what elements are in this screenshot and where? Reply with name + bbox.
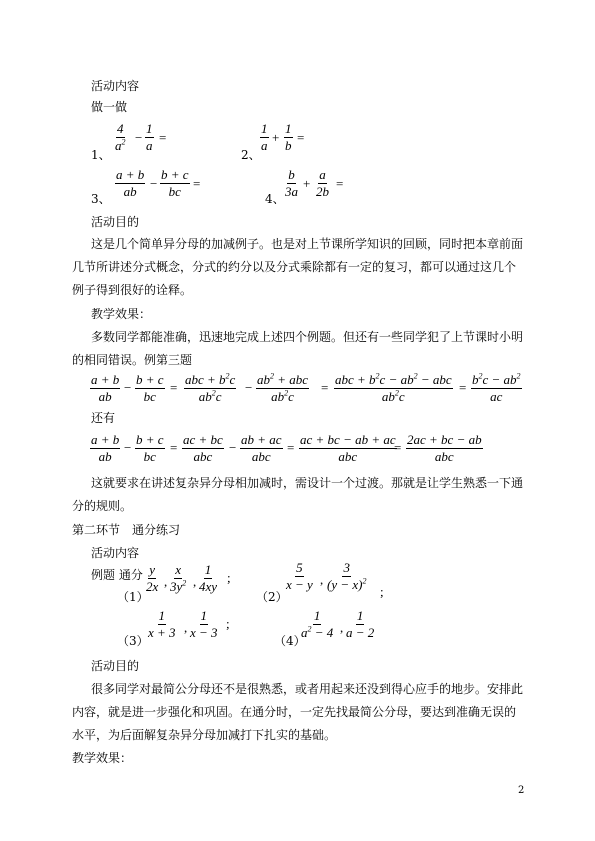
semicolon: ; xyxy=(227,570,231,585)
eq2-term: $\frac{b + c}{bc}$ xyxy=(136,432,164,464)
ex5-fraction: $\frac{x}{3y^2}$ xyxy=(170,562,187,594)
paragraph-line: 很多同学对最简公分母还不是很熟悉，或者用起来还没到得心应手的地步。安排此 xyxy=(91,682,524,696)
plus-sign: + xyxy=(303,176,311,191)
item-3-label: （3） xyxy=(117,634,149,648)
eq1-term: abc + $b^2c - ab^2$ − abc $ab^2c$ xyxy=(335,371,452,404)
minus-sign: − xyxy=(135,130,143,145)
exercise-4-label: 4、 xyxy=(265,192,285,206)
eq2-term: ac + bc abc xyxy=(183,432,223,464)
equals-sign: = xyxy=(170,440,178,455)
eq1-term: $\frac{b + c}{bc}$ xyxy=(136,372,164,404)
ex1-fraction-b: $\frac{1}{a}$ xyxy=(146,121,153,153)
ex7-fraction: $\frac{1}{x + 3}$ xyxy=(148,608,176,640)
eq1-term: abc + $b^2c$ $ab^2c$ xyxy=(185,371,236,404)
equals-sign: = xyxy=(336,176,344,191)
ex2-fraction-b: $\frac{1}{b}$ xyxy=(285,121,292,153)
also-label: 还有 xyxy=(91,411,116,425)
paragraph-line: 这是几个简单异分母的加减例子。也是对上节课所学知识的回顾，同时把本章前面 xyxy=(91,237,524,251)
exercise-3-label: 3、 xyxy=(91,192,111,206)
ex7-fraction: $\frac{1}{x - 3}$ xyxy=(190,608,218,640)
semicolon: ; xyxy=(380,584,384,599)
ex1-fraction-a: $\frac{4}{a^2}$ xyxy=(115,121,126,153)
semicolon: ; xyxy=(226,616,230,631)
teaching-effect-heading: 教学效果： xyxy=(91,307,152,321)
minus-sign: − xyxy=(229,440,237,455)
eq2-term: ab + ac abc xyxy=(241,432,282,464)
ex8-fraction: $\frac{1}{a^2 - 4}$ xyxy=(301,608,334,640)
example-label: 例题 通分 xyxy=(91,568,143,582)
item-2-label: （2） xyxy=(256,590,288,604)
equals-sign: = xyxy=(459,380,467,395)
activity-content-heading: 活动内容 xyxy=(91,546,140,560)
ex8-fraction: $\frac{1}{a - 2}$ xyxy=(346,608,375,640)
eq2-term: 2ac + bc − ab abc xyxy=(407,432,482,464)
teaching-effect-heading: 教学效果： xyxy=(72,751,133,765)
comma: , xyxy=(320,572,324,587)
item-1-label: （1） xyxy=(117,590,149,604)
equals-sign: = xyxy=(193,176,201,191)
ex5-fraction: $\frac{1}{4xy}$ xyxy=(199,562,218,594)
paragraph-line: 分的规则。 xyxy=(72,499,133,513)
eq1-term: $\frac{a + b}{ab}$ xyxy=(91,372,120,404)
comma: , xyxy=(193,574,197,589)
page-number: 2 xyxy=(518,785,525,796)
paragraph-line: 内容，就是进一步强化和巩固。在通分时，一定先找最简公分母，要达到准确无误的 xyxy=(72,705,517,719)
ex6-fraction: $\frac{3}{(y - x)^2}$ xyxy=(327,560,367,592)
equals-sign: = xyxy=(287,440,295,455)
ex4-fraction-b: $\frac{a}{2b}$ xyxy=(316,167,329,199)
comma: , xyxy=(340,620,344,635)
ex3-fraction-a: $\frac{a + b}{ab}$ xyxy=(116,167,145,199)
exercise-2-label: 2、 xyxy=(241,148,261,162)
minus-sign: − xyxy=(245,380,253,395)
minus-sign: − xyxy=(124,380,132,395)
paragraph-line: 例子得到很好的诠释。 xyxy=(72,283,193,297)
equals-sign: = xyxy=(394,440,402,455)
ex2-fraction-a: $\frac{1}{a}$ xyxy=(261,121,268,153)
section-title: 第二环节 通分练习 xyxy=(72,523,181,537)
eq2-term: ac + bc − ab + ac abc xyxy=(300,432,396,464)
activity-purpose-heading: 活动目的 xyxy=(91,215,140,229)
ex3-fraction-b: $\frac{b + c}{bc}$ xyxy=(161,167,189,199)
do-it-heading: 做一做 xyxy=(91,100,128,114)
paragraph-line: 多数同学都能准确，迅速地完成上述四个例题。但还有一些同学犯了上节课时小明 xyxy=(91,330,524,344)
equals-sign: = xyxy=(170,380,178,395)
activity-purpose-heading: 活动目的 xyxy=(91,659,140,673)
eq1-term: $ab^2$ + abc $ab^2c$ xyxy=(257,371,309,404)
equals-sign: = xyxy=(159,130,167,145)
eq1-term: $\frac{b^2c - ab^2}{ac}$ xyxy=(472,371,521,404)
minus-sign: − xyxy=(124,440,132,455)
comma: , xyxy=(164,574,168,589)
activity-content-heading: 活动内容 xyxy=(91,79,140,93)
paragraph-line: 的相同错误。例第三题 xyxy=(72,353,193,367)
eq2-term: $\frac{a + b}{ab}$ xyxy=(91,432,120,464)
ex5-fraction: $\frac{y}{2x}$ xyxy=(146,562,159,594)
equals-sign: = xyxy=(321,380,329,395)
paragraph-line: 这就要求在讲述复杂异分母相加减时，需设计一个过渡。那就是让学生熟悉一下通 xyxy=(91,476,524,490)
equals-sign: = xyxy=(297,130,305,145)
plus-sign: + xyxy=(272,130,280,145)
exercise-1-label: 1、 xyxy=(91,148,111,162)
ex4-fraction-a: $\frac{b}{3a}$ xyxy=(285,167,298,199)
paragraph-line: 几节所讲述分式概念，分式的约分以及分式乘除都有一定的复习，都可以通过这几个 xyxy=(72,260,517,274)
paragraph-line: 水平，为后面解复杂异分母加减打下扎实的基础。 xyxy=(72,728,337,742)
ex6-fraction: $\frac{5}{x - y}$ xyxy=(286,560,313,592)
item-4-label: （4） xyxy=(274,634,306,648)
comma: , xyxy=(184,620,188,635)
minus-sign: − xyxy=(150,176,158,191)
